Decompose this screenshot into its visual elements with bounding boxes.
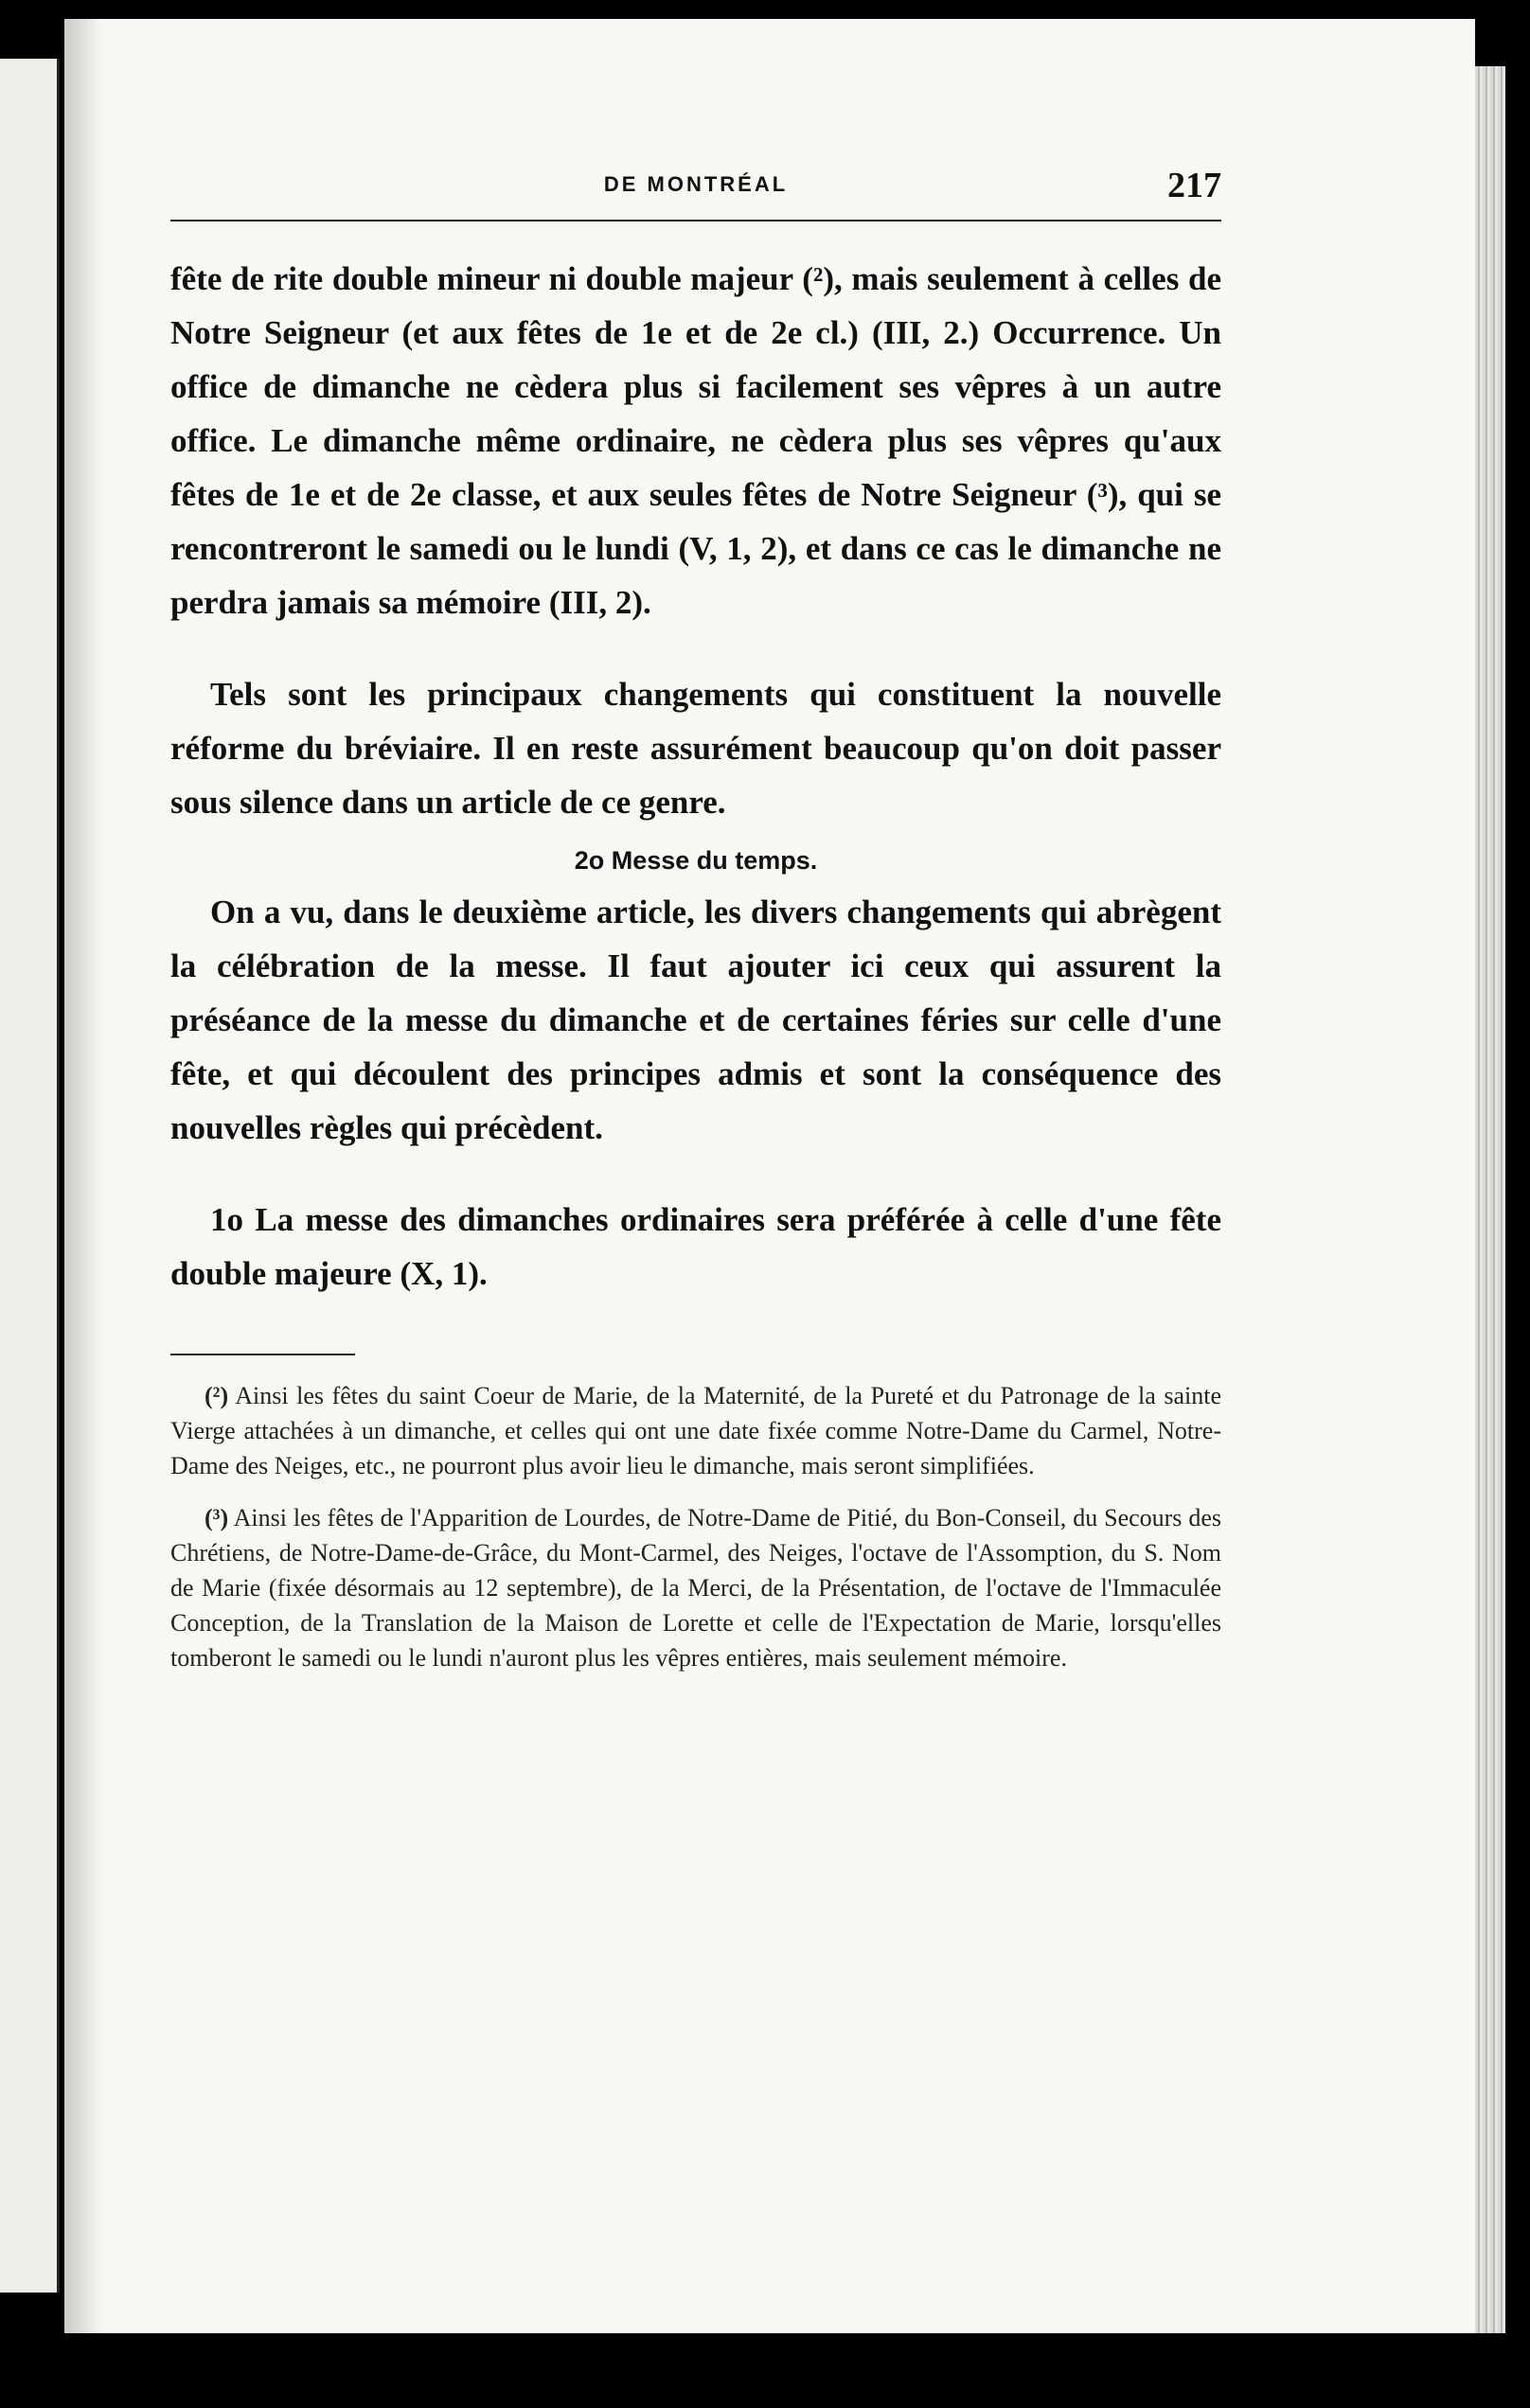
- paragraph-rule-1: 1o La messe des dimanches ordinaires sera préférée à celle d'une fête double majeure (X, 1).: [170, 1201, 1221, 1292]
- footnote-3-mark: (³): [205, 1504, 229, 1532]
- page-content: [170, 161, 1221, 1675]
- footnote-2-text: Ainsi les fêtes du saint Coeur de Marie, de la Maternité, de la Pureté et du Patronage de la sainte Vierge attachées à un dimanche, et celles qui ont une date fixée comme Notre-Dame du Carmel, Notre-Dame des Neiges, etc., ne pourront plus avoir lieu le dimanche, mais seront simplifiées.: [170, 1382, 1221, 1479]
- footnote-2: [170, 1378, 1221, 1483]
- paragraph-messe: On a vu, dans le deuxième article, les divers changements qui abrègent la célébration de la messe. Il faut ajouter ici ceux qui assurent la préséance de la messe du dimanche et de certaines féries sur celle d'une fête, et qui découlent des principes admis et sont la conséquence des nouvelles règles qui précèdent.: [170, 894, 1221, 1146]
- footnote-3: [170, 1500, 1221, 1675]
- binding-shadow: [64, 19, 102, 2333]
- footnote-rule: [170, 1354, 355, 1355]
- header-rule: [170, 220, 1221, 221]
- footnote-3-text: Ainsi les fêtes de l'Apparition de Lourdes, de Notre-Dame de Pitié, du Bon-Conseil, du Secours des Chrétiens, de Notre-Dame-de-Grâce, du Mont-Carmel, des Neiges, l'octave de l'Assomption, du S. Nom de Marie (fixée désormais au 12 septembre), de la Merci, de la Présentation, de l'octave de l'Immaculée Conception, de la Translation de la Maison de Lorette et celle de l'Expectation de Marie, lorsqu'elles tomberont le samedi ou le lundi n'auront plus les vêpres entières, mais seulement mémoire.: [170, 1504, 1221, 1672]
- page-stack-edge: [1475, 66, 1505, 2333]
- running-head: [170, 161, 1221, 218]
- paragraph-summary: Tels sont les principaux changements qui constituent la nouvelle réforme du bréviaire. Il en reste assurément beaucoup qu'on doit passer sous silence dans un article de ce genre.: [170, 676, 1221, 821]
- section-subheading: 2o Messe du temps.: [574, 846, 818, 875]
- page-number: 217: [1167, 166, 1221, 205]
- running-title: DE MONTRÉAL: [603, 172, 789, 196]
- facing-page-edge: [0, 59, 60, 2293]
- paragraph-continuation: fête de rite double mineur ni double majeur (²), mais seulement à celles de Notre Seigneur (et aux fêtes de 1e et de 2e cl.) (III, 2.) Occurrence. Un office de dimanche ne cèdera plus si facilement ses vêpres à un autre office. Le dimanche même ordinaire, ne cèdera plus ses vêpres qu'aux fêtes de 1e et de 2e classe, et aux seules fêtes de Notre Seigneur (³), qui se rencontreront le samedi ou le lundi (V, 1, 2), et dans ce cas le dimanche ne perdra jamais sa mémoire (III, 2).: [170, 260, 1221, 621]
- footnote-2-mark: (²): [205, 1382, 229, 1409]
